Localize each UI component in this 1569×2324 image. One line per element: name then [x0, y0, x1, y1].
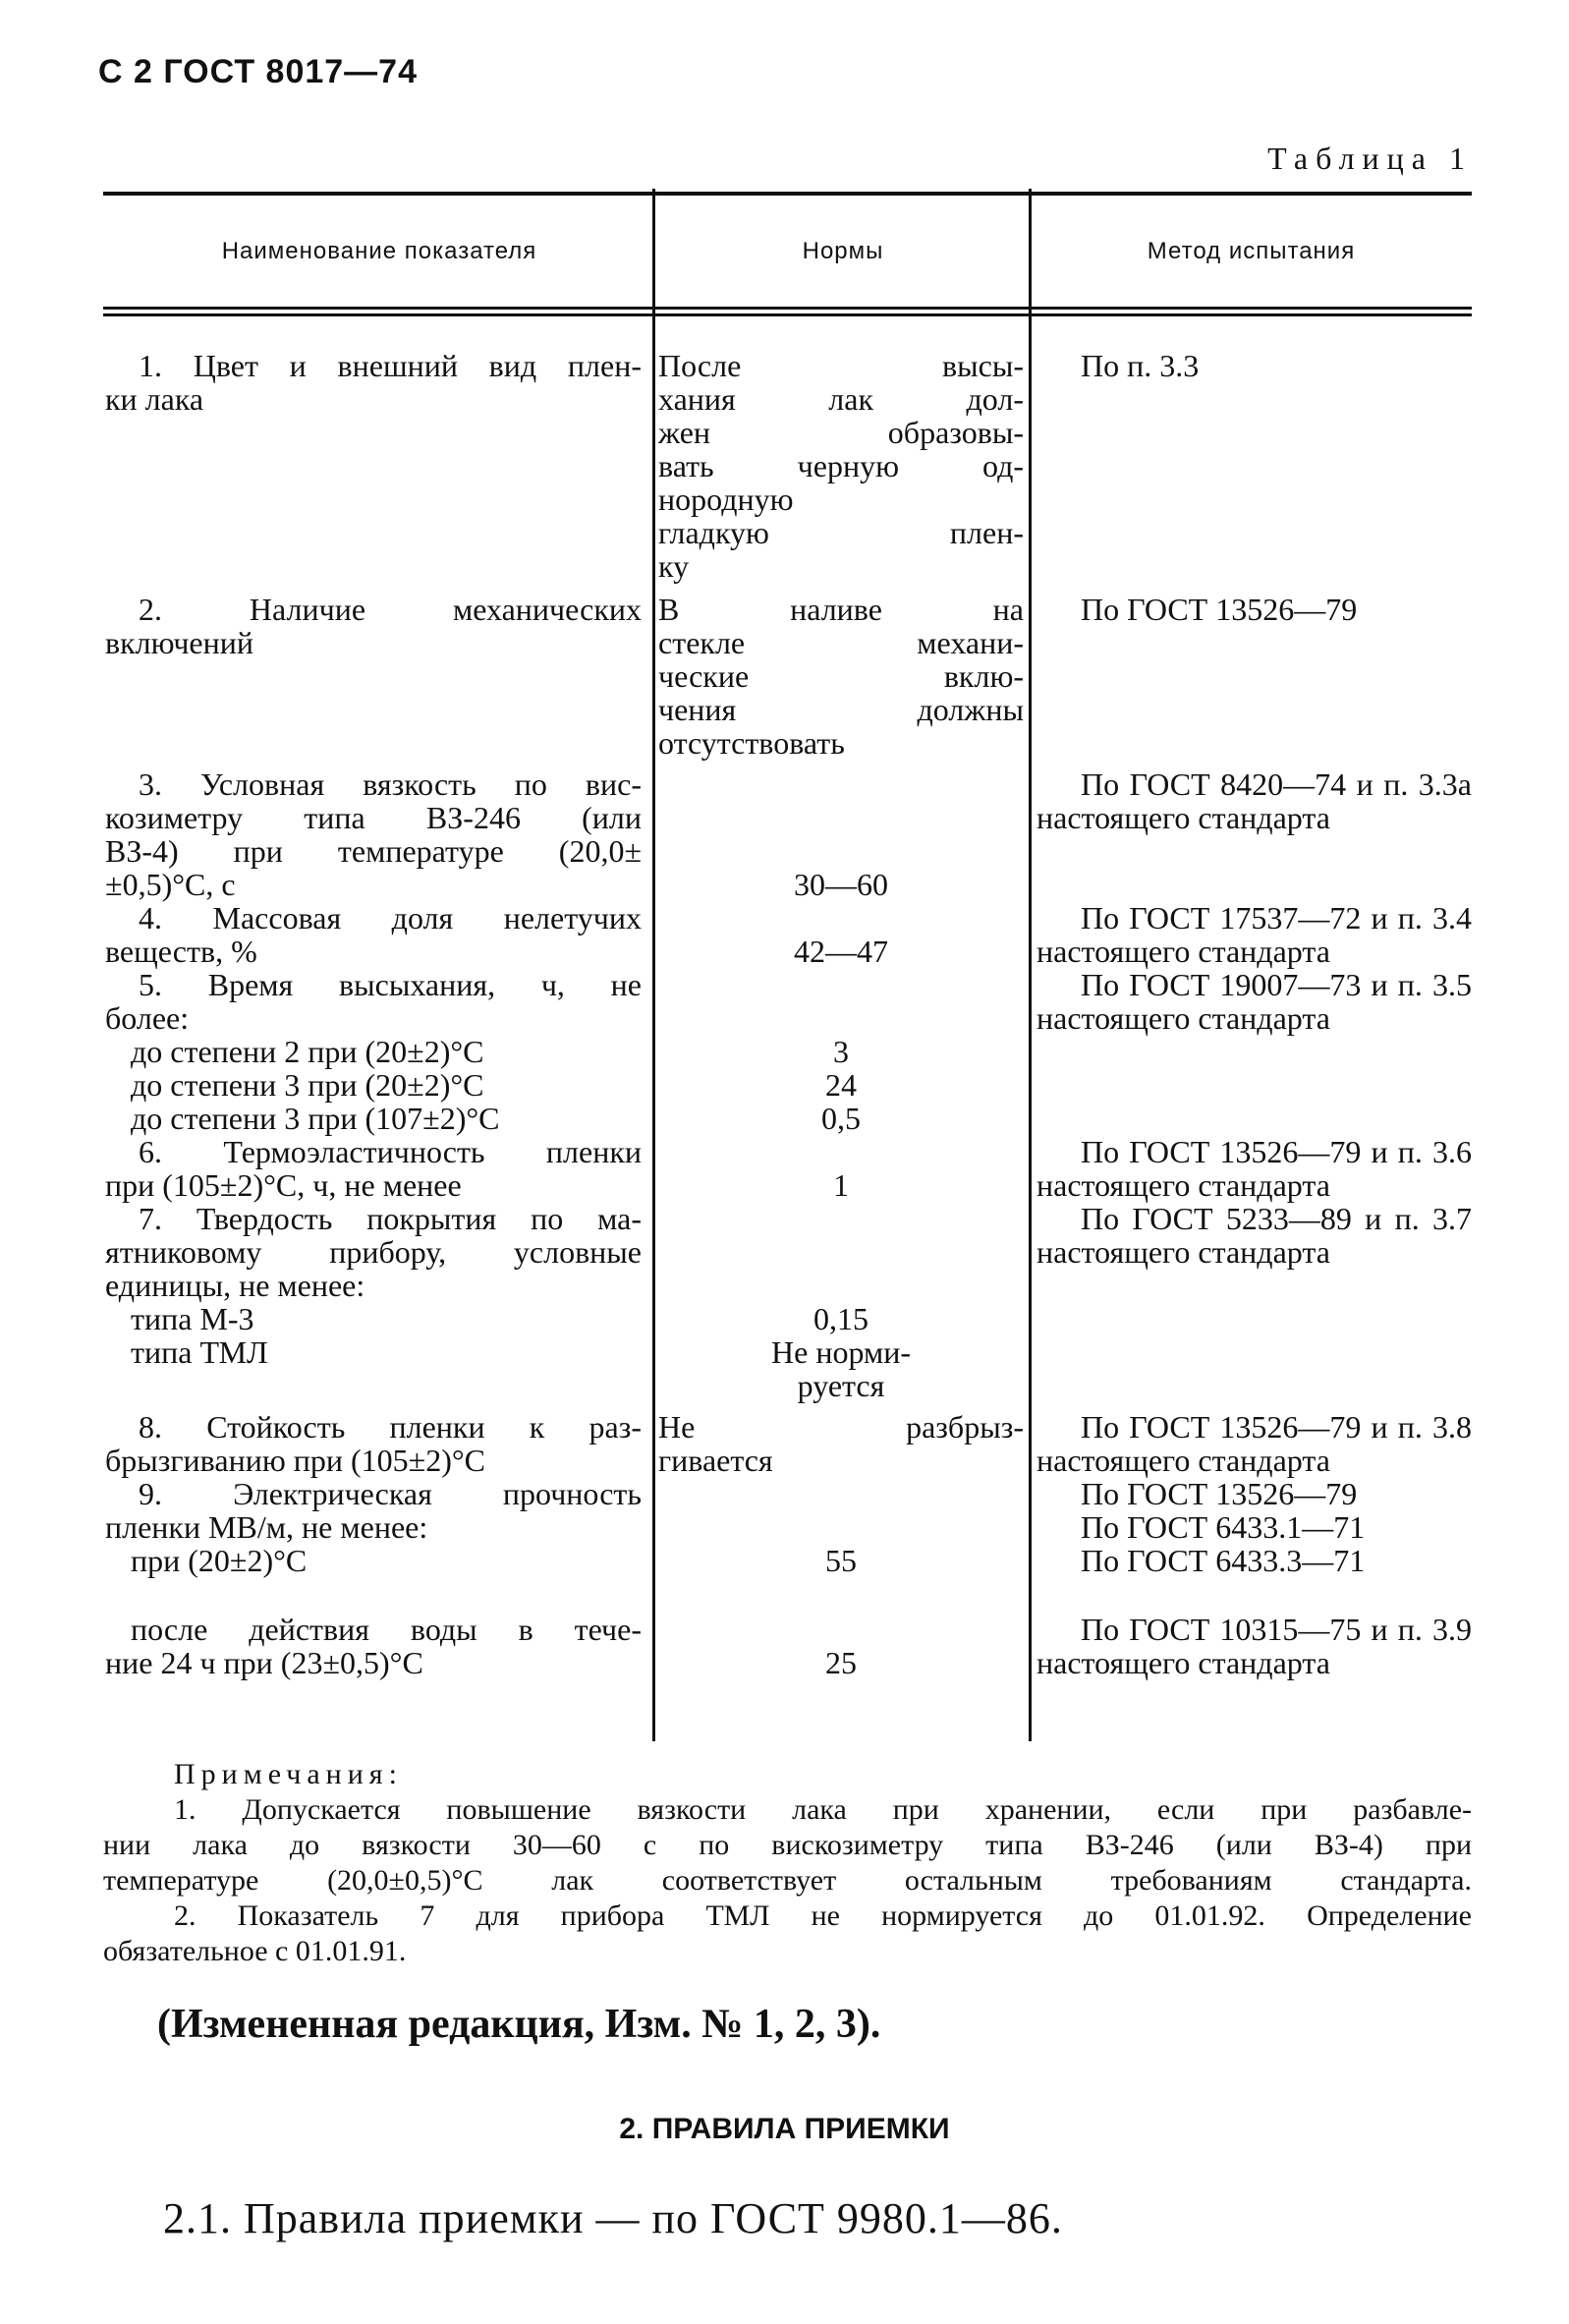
row7-name: типа ТМЛ [131, 1334, 268, 1370]
row1-norm: жен образовы- [658, 415, 1024, 450]
row2-name: 2. Наличие механических [139, 592, 642, 627]
notes-title: Примечания: [174, 1758, 403, 1790]
row9-method: настоящего стандарта [1037, 1645, 1330, 1680]
row3-name: 3. Условная вязкость по вис- [139, 766, 642, 802]
row6-method: настоящего стандарта [1037, 1167, 1330, 1203]
row8-name: 8. Стойкость пленки к раз- [139, 1409, 642, 1445]
row2-method: По ГОСТ 13526—79 [1081, 592, 1358, 627]
row3-name: ±0,5)°С, с [105, 867, 236, 902]
row3-name: ВЗ-4) при температуре (20,0± [105, 833, 642, 869]
note-line: температуре (20,0±0,5)°С лак соответствует остальным требованиям стандарта. [103, 1864, 1472, 1897]
row4-name: веществ, % [105, 934, 257, 969]
row9-name: 9. Электрическая прочность [139, 1476, 642, 1511]
row3-name: козиметру типа ВЗ-246 (или [105, 800, 642, 835]
row9-name: ние 24 ч при (23±0,5)°С [105, 1645, 423, 1680]
row5-norm: 24 [825, 1067, 857, 1103]
row1-norm: ку [658, 548, 690, 584]
row9-name: при (20±2)°С [131, 1543, 308, 1578]
row8-name: брызгиванию при (105±2)°С [105, 1443, 485, 1478]
row5-name: более: [105, 1000, 190, 1036]
header-test-method: Метод испытания [1147, 237, 1356, 264]
table-caption: Таблица 1 [1267, 141, 1473, 176]
row4-method: По ГОСТ 17537—72 и п. 3.4 [1081, 900, 1472, 935]
row6-method: По ГОСТ 13526—79 и п. 3.6 [1081, 1134, 1472, 1169]
row6-name: 6. Термоэластичность пленки [139, 1134, 642, 1169]
column-divider [652, 189, 655, 1741]
row9-norm: 25 [825, 1645, 857, 1680]
row7-norm: руется [797, 1368, 885, 1403]
row8-method: настоящего стандарта [1037, 1443, 1330, 1478]
row3-method: По ГОСТ 8420—74 и п. 3.3а [1081, 766, 1472, 802]
row1-norm: вать черную од- [658, 448, 1024, 483]
row8-norm: гивается [658, 1443, 773, 1478]
row4-name: 4. Массовая доля нелетучих [139, 900, 642, 935]
header-indicator-name: Наименование показателя [221, 237, 537, 264]
row2-norm: ческие вклю- [658, 658, 1024, 694]
page-header: С 2 ГОСТ 8017—74 [98, 53, 419, 90]
note-line: нии лака до вязкости 30—60 с по вискозиметру типа ВЗ-246 (или ВЗ-4) при [103, 1829, 1472, 1861]
row2-norm: отсутствовать [658, 725, 845, 761]
row5-name: до степени 2 при (20±2)°С [131, 1034, 484, 1069]
row1-norm: После высы- [658, 348, 1024, 383]
row1-norm: нородную [658, 482, 794, 517]
row7-name: единицы, не менее: [105, 1268, 365, 1303]
row7-norm: 0,15 [813, 1301, 869, 1336]
row9-method: По ГОСТ 6433.1—71 [1081, 1509, 1366, 1545]
row9-method: По ГОСТ 13526—79 [1081, 1476, 1358, 1511]
row9-name: после действия воды в тече- [131, 1612, 642, 1647]
row5-name: до степени 3 при (107±2)°С [131, 1101, 500, 1136]
row9-method: По ГОСТ 10315—75 и п. 3.9 [1081, 1612, 1472, 1647]
row6-name: при (105±2)°С, ч, не менее [105, 1167, 462, 1203]
row3-norm: 30—60 [794, 867, 888, 902]
row1-norm: гладкую плен- [658, 515, 1024, 550]
row7-norm: Не норми- [771, 1334, 911, 1370]
row4-norm: 42—47 [794, 934, 888, 969]
row2-norm: В наливе на [658, 592, 1024, 627]
row4-method: настоящего стандарта [1037, 934, 1330, 969]
row1-norm: хания лак дол- [658, 381, 1024, 417]
row5-name: до степени 3 при (20±2)°С [131, 1067, 484, 1103]
note-line: обязательное с 01.01.91. [103, 1935, 407, 1967]
row7-name: типа М-3 [131, 1301, 254, 1336]
row2-norm: стекле механи- [658, 625, 1024, 660]
row7-name: 7. Твердость покрытия по ма- [139, 1201, 642, 1236]
row2-name: включений [105, 625, 253, 660]
note-line: 1. Допускается повышение вязкости лака при хранении, если при разбавле- [174, 1793, 1472, 1826]
row1-name: ки лака [105, 381, 204, 417]
header-norms: Нормы [802, 237, 884, 264]
row8-method: По ГОСТ 13526—79 и п. 3.8 [1081, 1409, 1472, 1445]
amendment-note: (Измененная редакция, Изм. № 1, 2, 3). [157, 2002, 881, 2047]
table-body [103, 316, 1472, 1741]
table-header-row [103, 196, 1472, 307]
row1-name: 1. Цвет и внешний вид плен- [139, 348, 642, 383]
row5-name: 5. Время высыхания, ч, не [139, 967, 642, 1002]
note-line: 2. Показатель 7 для прибора ТМЛ не нормируется до 01.01.92. Определение [174, 1899, 1472, 1932]
row9-method: По ГОСТ 6433.3—71 [1081, 1543, 1366, 1578]
row5-method: По ГОСТ 19007—73 и п. 3.5 [1081, 967, 1472, 1002]
spec-table [103, 192, 1472, 1741]
row9-name: пленки МВ/м, не менее: [105, 1509, 428, 1545]
row7-method: По ГОСТ 5233—89 и п. 3.7 [1081, 1201, 1472, 1236]
row9-norm: 55 [825, 1543, 857, 1578]
table-notes [103, 1757, 1472, 1969]
column-divider [1029, 189, 1032, 1741]
row1-method: По п. 3.3 [1081, 348, 1200, 383]
clause-2-1: 2.1. Правила приемки — по ГОСТ 9980.1—86. [163, 2194, 1063, 2242]
row7-name: ятниковому прибору, условные [105, 1234, 642, 1270]
row8-norm: Не разбрыз- [658, 1409, 1024, 1445]
row5-norm: 3 [833, 1034, 849, 1069]
header-rule [103, 307, 1472, 310]
row5-method: настоящего стандарта [1037, 1000, 1330, 1036]
row6-norm: 1 [833, 1167, 849, 1203]
row7-method: настоящего стандарта [1037, 1234, 1330, 1270]
section-title: 2. ПРАВИЛА ПРИЕМКИ [619, 2113, 950, 2145]
row5-norm: 0,5 [821, 1101, 861, 1136]
row2-norm: чения должны [658, 692, 1024, 727]
row3-method: настоящего стандарта [1037, 800, 1330, 835]
